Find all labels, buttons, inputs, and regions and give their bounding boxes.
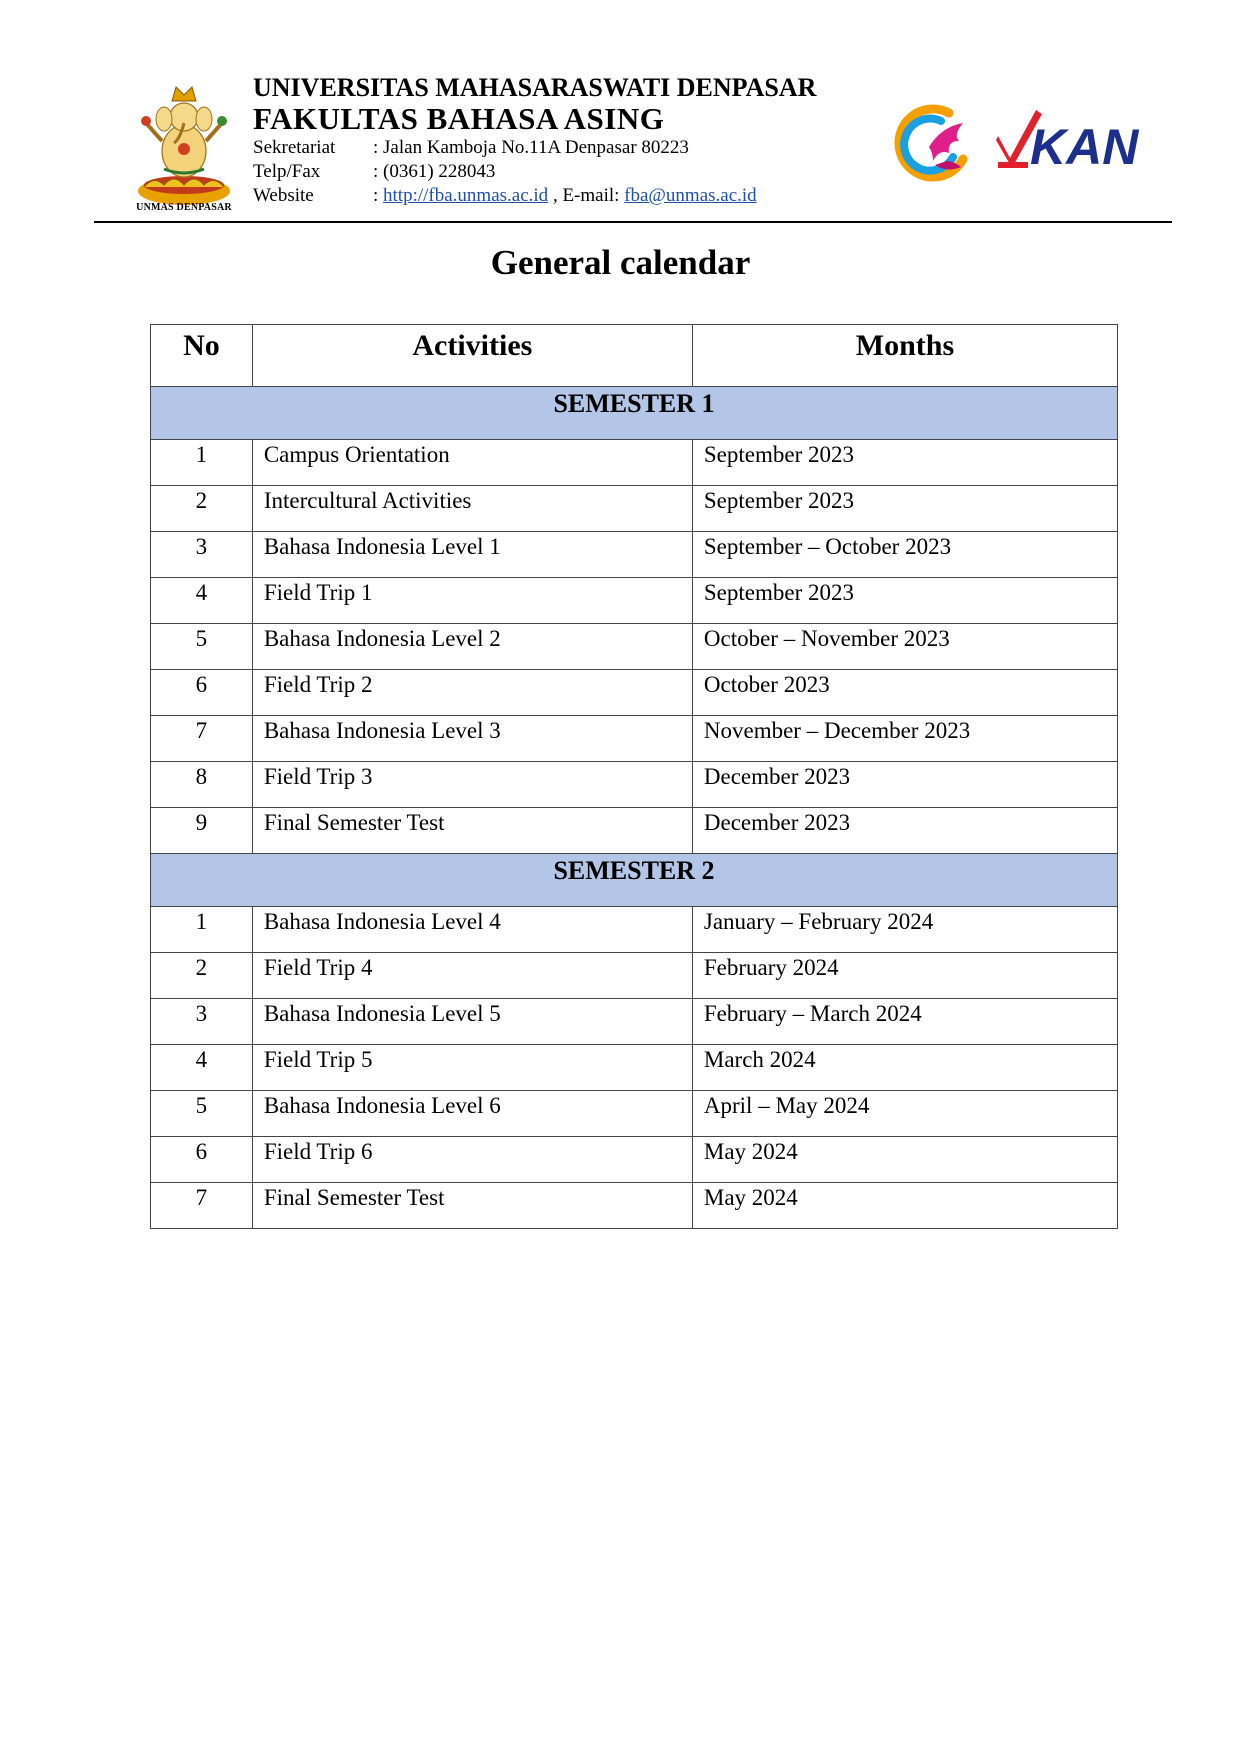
table-row bbox=[151, 808, 1118, 854]
website-label: Website bbox=[253, 185, 314, 206]
logo-caption: UNMAS DENPASAR bbox=[136, 202, 232, 213]
page-title: General calendar bbox=[490, 243, 751, 282]
table-row bbox=[151, 1045, 1118, 1091]
row-months: February 2024 bbox=[692, 953, 1117, 999]
table-row bbox=[151, 670, 1118, 716]
email-link[interactable]: fba@unmas.ac.id bbox=[624, 185, 757, 206]
row-no: 1 bbox=[151, 907, 253, 953]
university-name: UNIVERSITAS MAHASARASWATI DENPASAR bbox=[253, 73, 817, 102]
table-row bbox=[151, 999, 1118, 1045]
table-row bbox=[151, 1091, 1118, 1137]
phoenix-logo-icon bbox=[889, 101, 975, 187]
row-no: 2 bbox=[151, 953, 253, 999]
row-activity: Field Trip 5 bbox=[252, 1045, 692, 1091]
row-activity: Intercultural Activities bbox=[252, 486, 692, 532]
row-activity: Final Semester Test bbox=[252, 808, 692, 854]
table-row bbox=[151, 440, 1118, 486]
row-activity: Field Trip 6 bbox=[252, 1137, 692, 1183]
university-logo bbox=[134, 72, 234, 216]
secretariat-row bbox=[253, 136, 816, 160]
phone-row bbox=[253, 160, 816, 184]
row-activity: Field Trip 4 bbox=[252, 953, 692, 999]
secretariat-label: Sekretariat bbox=[253, 137, 336, 158]
header-no: No bbox=[151, 325, 253, 387]
row-no: 5 bbox=[151, 624, 253, 670]
faculty-name: FAKULTAS BAHASA ASING bbox=[253, 101, 665, 136]
header-activities: Activities bbox=[252, 325, 692, 387]
kan-accreditation-icon bbox=[996, 106, 1146, 176]
row-months: December 2023 bbox=[692, 762, 1117, 808]
row-activity: Bahasa Indonesia Level 2 bbox=[252, 624, 692, 670]
kan-logo bbox=[996, 106, 1146, 176]
kan-text: KAN bbox=[1030, 119, 1139, 175]
row-activity: Field Trip 2 bbox=[252, 670, 692, 716]
row-activity: Bahasa Indonesia Level 3 bbox=[252, 716, 692, 762]
row-activity: Campus Orientation bbox=[252, 440, 692, 486]
row-months: April – May 2024 bbox=[692, 1091, 1117, 1137]
row-no: 8 bbox=[151, 762, 253, 808]
semester-2-row bbox=[151, 854, 1118, 907]
row-months: February – March 2024 bbox=[692, 999, 1117, 1045]
secretariat-value: : Jalan Kamboja No.11A Denpasar 80223 bbox=[373, 137, 689, 158]
row-no: 6 bbox=[151, 1137, 253, 1183]
table-row bbox=[151, 486, 1118, 532]
table-row bbox=[151, 532, 1118, 578]
row-no: 3 bbox=[151, 999, 253, 1045]
row-activity: Bahasa Indonesia Level 4 bbox=[252, 907, 692, 953]
letterhead bbox=[94, 66, 1172, 222]
row-months: October – November 2023 bbox=[692, 624, 1117, 670]
row-activity: Bahasa Indonesia Level 6 bbox=[252, 1091, 692, 1137]
row-no: 7 bbox=[151, 1183, 253, 1229]
website-link[interactable]: http://fba.unmas.ac.id bbox=[383, 185, 549, 206]
semester-2-label: SEMESTER 2 bbox=[151, 854, 1118, 907]
row-months: September 2023 bbox=[692, 440, 1117, 486]
row-activity: Field Trip 3 bbox=[252, 762, 692, 808]
row-months: March 2024 bbox=[692, 1045, 1117, 1091]
row-no: 4 bbox=[151, 578, 253, 624]
website-row bbox=[253, 184, 816, 208]
header-months: Months bbox=[692, 325, 1117, 387]
table-row bbox=[151, 578, 1118, 624]
semester-1-row bbox=[151, 387, 1118, 440]
website-prefix: : bbox=[373, 185, 384, 206]
phone-label: Telp/Fax bbox=[253, 161, 321, 182]
ganesha-emblem-icon bbox=[134, 72, 234, 216]
letterhead-text bbox=[253, 74, 816, 208]
row-months: September 2023 bbox=[692, 578, 1117, 624]
phone-value: : (0361) 228043 bbox=[373, 161, 496, 182]
row-months: January – February 2024 bbox=[692, 907, 1117, 953]
row-months: October 2023 bbox=[692, 670, 1117, 716]
table-row bbox=[151, 1183, 1118, 1229]
row-months: May 2024 bbox=[692, 1183, 1117, 1229]
row-no: 3 bbox=[151, 532, 253, 578]
email-prefix: , E-mail: bbox=[548, 185, 625, 206]
table-row bbox=[151, 762, 1118, 808]
row-no: 1 bbox=[151, 440, 253, 486]
row-months: September – October 2023 bbox=[692, 532, 1117, 578]
table-header-row bbox=[151, 325, 1118, 387]
row-no: 9 bbox=[151, 808, 253, 854]
row-months: December 2023 bbox=[692, 808, 1117, 854]
row-months: May 2024 bbox=[692, 1137, 1117, 1183]
table-row bbox=[151, 716, 1118, 762]
table-row bbox=[151, 907, 1118, 953]
table-row bbox=[151, 953, 1118, 999]
letterhead-divider bbox=[94, 221, 1172, 223]
row-no: 4 bbox=[151, 1045, 253, 1091]
row-activity: Bahasa Indonesia Level 1 bbox=[252, 532, 692, 578]
row-no: 6 bbox=[151, 670, 253, 716]
table-row bbox=[151, 624, 1118, 670]
row-no: 5 bbox=[151, 1091, 253, 1137]
row-months: November – December 2023 bbox=[692, 716, 1117, 762]
brand-logo bbox=[889, 101, 975, 187]
calendar-table bbox=[150, 324, 1118, 1229]
row-no: 7 bbox=[151, 716, 253, 762]
row-months: September 2023 bbox=[692, 486, 1117, 532]
semester-1-label: SEMESTER 1 bbox=[151, 387, 1118, 440]
table-row bbox=[151, 1137, 1118, 1183]
row-activity: Final Semester Test bbox=[252, 1183, 692, 1229]
row-activity: Bahasa Indonesia Level 5 bbox=[252, 999, 692, 1045]
row-activity: Field Trip 1 bbox=[252, 578, 692, 624]
row-no: 2 bbox=[151, 486, 253, 532]
